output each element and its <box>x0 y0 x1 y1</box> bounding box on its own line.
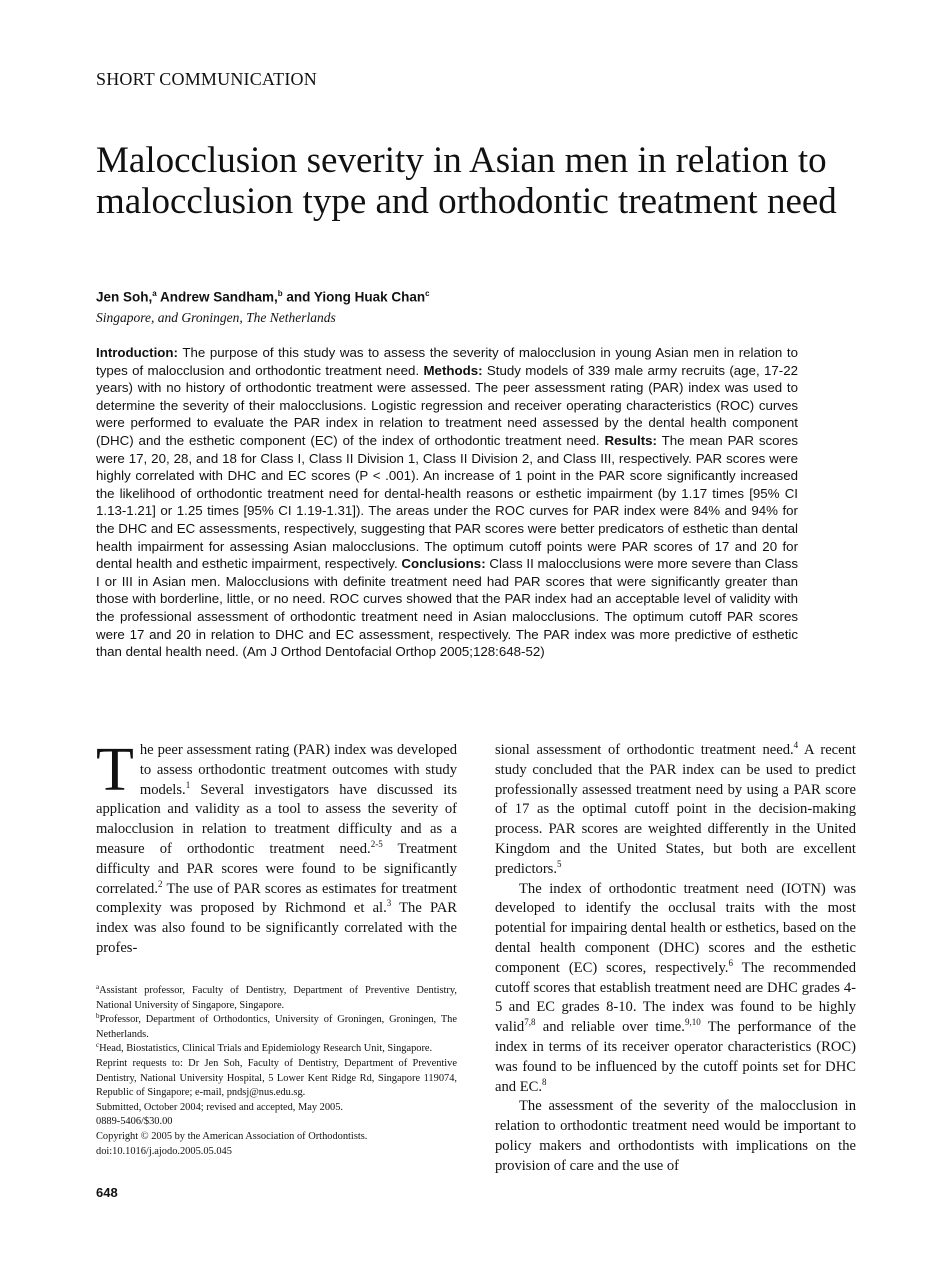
author-affiliation-mark: a <box>152 289 157 298</box>
drop-cap: T <box>96 736 134 804</box>
abstract-methods: Study models of 339 male army recruits (age, 17-22 years) with no history of orthodontic treatment were assessed. The peer assessment rating (PAR) index was used to determine the severity of their malocclusions. Logistic regression and receiver operating characteristics (ROC) curves were performed to evaluate the PAR index in relation to treatment need assessed by the dental health component (DHC) and the esthetic component (EC) of the index of orthodontic treatment need. <box>96 362 798 448</box>
doi: doi:10.1016/j.ajodo.2005.05.045 <box>96 1145 232 1157</box>
footnotes <box>96 984 457 1159</box>
footnote-text: Professor, Department of Orthodontics, University of Groningen, Groningen, The Netherlands. <box>96 1014 457 1040</box>
body-column-right <box>495 741 856 1177</box>
footnote-text: Head, Biostatistics, Clinical Trials and Epidemiology Research Unit, Singapore. <box>99 1043 433 1055</box>
citation-ref: 1 <box>185 779 191 790</box>
footnote-mark: b <box>96 1012 100 1021</box>
citation-ref: 4 <box>793 740 799 750</box>
body-text: Treatment difficulty and PAR scores were found to be significantly correlated. <box>96 840 457 897</box>
footnote <box>96 984 457 1013</box>
author-name: Andrew Sandham, <box>156 289 278 305</box>
abstract-results: The mean PAR scores were 17, 20, 28, and 18 for Class I, Class II Division 1, Class II Division 2, and Class III, respectively. PAR scores were highly correlated with DHC and EC scores (P < .001). An increase of 1 point in the PAR score significantly increased the likelihood of orthodontic treatment need for dental-health reasons or esthetic impairment (by 1.17 times [95% CI 1.13-1.21] or 1.25 times [95% CI 1.19-1.31]). The areas under the ROC curves for PAR index were 84% and 94% for the DHC and EC assessments, respectively, suggesting that PAR scores were better predicators of esthetic than dental health impairment for assessing Asian malocclusions. The optimum cutoff points were PAR scores of 17 and 20 for dental health and esthetic impairment, respectively. <box>96 432 798 572</box>
citation-ref: 7,8 <box>524 1017 536 1028</box>
article-title: Malocclusion severity in Asian men in relation to malocclusion type and orthodontic treatment need <box>96 140 837 222</box>
body-paragraph <box>495 880 856 1098</box>
body-text: The recommended cutoff scores that establish treatment need are DHC grades 4-5 and EC grades 8-10. The index was found to be highly valid <box>495 959 857 1036</box>
author-affiliation-mark: b <box>277 289 283 298</box>
abstract-introduction: The purpose of this study was to assess the severity of malocclusion in young Asian men in relation to types of malocclusion and orthodontic treatment need. <box>96 345 798 378</box>
citation-ref: 6 <box>728 957 733 968</box>
submission-dates: Submitted, October 2004; revised and accepted, May 2005. <box>96 1101 344 1113</box>
abstract-heading-introduction: Introduction: <box>96 345 178 360</box>
citation-ref: 2 <box>157 878 163 889</box>
body-paragraph: The assessment of the severity of the malocclusion in relation to orthodontic treatment need would be important to policy makers and orthodontists with implications on the provision of care and the use of <box>495 1098 856 1174</box>
citation-ref: 2-5 <box>370 838 383 849</box>
reprint-request: Reprint requests to: Dr Jen Soh, Faculty of Dentistry, Department of Preventive Dentistry, National University Hospital, 5 Lower Kent Ridge Rd, Singapore 119074, Republic of Singapore; e-mail, pndsj@nus.edu.sg. <box>96 1057 457 1099</box>
author-name: Jen Soh, <box>96 289 153 305</box>
citation-ref: 9,10 <box>684 1017 701 1028</box>
body-text: The performance of the index in terms of its receiver operator characteristics (ROC) was found to be influenced by the cutoff points set for DHC and EC. <box>495 1019 856 1095</box>
abstract-heading-conclusions: Conclusions: <box>401 556 486 572</box>
citation-ref: 8 <box>542 1076 547 1087</box>
body-text: The use of PAR scores as estimates for treatment complexity was proposed by Richmond et al. <box>96 880 457 917</box>
body-paragraph <box>96 736 458 959</box>
citation-ref: 3 <box>386 898 392 909</box>
footnote-text: Assistant professor, Faculty of Dentistry, Department of Preventive Dentistry, National University of Singapore, Singapore. <box>96 985 457 1011</box>
citation-ref: 5 <box>557 858 562 869</box>
copyright-notice: Copyright © 2005 by the American Association of Orthodontists. <box>96 1130 368 1142</box>
author-name: and Yiong Huak Chan <box>282 289 426 305</box>
author-affiliation-mark: c <box>425 289 430 298</box>
footnote <box>96 1013 457 1042</box>
abstract-heading-methods: Methods: <box>423 362 483 378</box>
section-label: SHORT COMMUNICATION <box>96 69 317 89</box>
abstract <box>96 344 798 661</box>
body-text: The index of orthodontic treatment need (IOTN) was developed to identify the occlusal traits with the most potential for impairing dental health or esthetics, based on the dental health component (DHC) scores and the esthetic component (EC) scores, respectively. <box>495 880 856 976</box>
body-text: A recent study concluded that the PAR index can be used to predict professionally assessed treatment need by using a PAR score of 17 as the optimal cutoff point in the decision-making process. PAR scores are weighted differently in the United Kingdom and the United States, but both are excellent predictors. <box>495 742 856 877</box>
footnote <box>96 1042 457 1057</box>
body-text: and reliable over time. <box>535 1019 685 1036</box>
body-column-left <box>96 736 458 959</box>
footnote-mark: a <box>96 983 100 991</box>
abstract-heading-results: Results: <box>604 432 657 448</box>
author-list <box>96 289 430 305</box>
body-text: The PAR index was also found to be significantly correlated with the profes- <box>96 900 458 956</box>
body-paragraph <box>495 741 856 880</box>
page-number: 648 <box>96 1185 118 1200</box>
affiliation-line: Singapore, and Groningen, The Netherlands <box>96 310 336 325</box>
body-text: he peer assessment rating (PAR) index was developed to assess orthodontic treatment outcomes with study models. <box>139 742 457 798</box>
body-text: Several investigators have discussed its application and validity as a tool to assess the severity of malocclusion in relation to treatment difficulty and as a measure of orthodontic treatment need. <box>96 781 457 857</box>
abstract-conclusions: Class II malocclusions were more severe than Class I or III in Asian men. Malocclusions with definite treatment need had PAR scores that were significantly greater than those with borderline, little, or no need. ROC curves showed that the PAR index had an acceptable level of validity with the professional assessment of orthodontic treatment need in Asian malocclusions. The optimum cutoff PAR scores were 17 and 20 in relation to DHC and EC assessment, respectively. The PAR index was more predictive of esthetic than dental health need. (Am J Orthod Dentofacial Orthop 2005;128:648-52) <box>96 556 798 660</box>
body-text: sional assessment of orthodontic treatment need. <box>495 742 794 758</box>
issn: 0889-5406/$30.00 <box>96 1116 173 1128</box>
footnote-mark: c <box>96 1041 100 1050</box>
